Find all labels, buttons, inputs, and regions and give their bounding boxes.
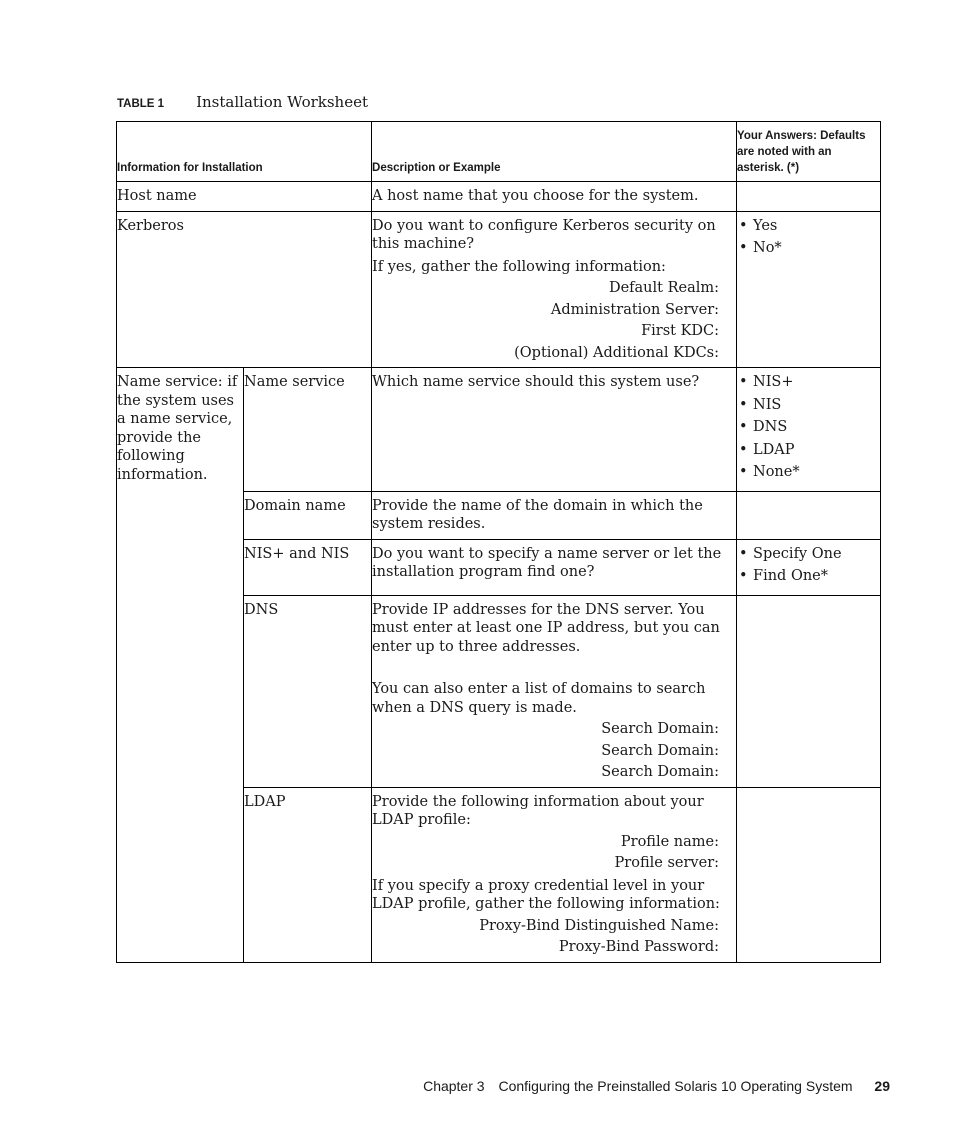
kerberos-field-default-realm: Default Realm:: [608, 280, 720, 296]
table-caption: [117, 92, 368, 111]
host-name-label: Host name: [117, 182, 372, 212]
answer-option: • Yes: [739, 217, 778, 234]
kerberos-question: Do you want to configure Kerberos security on this machine?: [372, 217, 716, 252]
domain-name-answer: [737, 491, 881, 539]
ldap-field-profile-server: Profile server:: [614, 855, 720, 871]
dns-description-ip: Provide IP addresses for the DNS server. You must enter at least one IP address, but you can enter up to three addresses.: [372, 601, 720, 655]
footer-chapter-title: Configuring the Preinstalled Solaris 10 Operating System: [498, 1078, 853, 1094]
kerberos-if-yes: If yes, gather the following information:: [372, 258, 666, 275]
answer-option: • Find One*: [739, 568, 829, 584]
table-row-kerberos: [117, 211, 881, 368]
answer-option: • Specify One: [739, 545, 842, 562]
answer-option: • None*: [739, 464, 800, 480]
name-service-group-label: Name service: if the system uses a name service, provide the following information.: [117, 368, 244, 963]
table-number: TABLE 1: [117, 98, 165, 110]
domain-name-description: Provide the name of the domain in which the system resides.: [372, 491, 737, 539]
name-service-description: Which name service should this system use?: [372, 368, 737, 492]
kerberos-answers: [737, 211, 881, 368]
answer-option: • LDAP: [739, 441, 795, 458]
kerberos-description: [372, 211, 737, 368]
answer-option: • NIS: [739, 396, 782, 413]
ldap-answer: [737, 787, 881, 962]
domain-name-label: Domain name: [244, 491, 372, 539]
ldap-field-proxy-bind-password: Proxy-Bind Password:: [558, 939, 720, 955]
footer-chapter: Chapter 3: [423, 1078, 485, 1094]
name-service-label: Name service: [244, 368, 372, 492]
table-header-row: [117, 122, 881, 182]
table-title: Installation Worksheet: [196, 93, 369, 111]
dns-answer: [737, 595, 881, 787]
installation-worksheet-table: [116, 121, 881, 963]
answer-option: • NIS+: [739, 374, 794, 390]
dns-field-search-domain: Search Domain:: [601, 742, 720, 759]
dns-label: DNS: [244, 595, 372, 787]
dns-description-domains: You can also enter a list of domains to search when a DNS query is made.: [372, 681, 706, 716]
page-number: 29: [874, 1078, 890, 1094]
kerberos-field-admin-server: Administration Server:: [550, 301, 720, 318]
table-row-name-service: [117, 368, 881, 492]
ldap-label: LDAP: [244, 787, 372, 962]
dns-description: [372, 595, 737, 787]
header-description: Description or Example: [372, 122, 737, 182]
table-row-host-name: [117, 182, 881, 212]
answer-option: • DNS: [739, 419, 788, 435]
dns-field-search-domain: Search Domain:: [601, 721, 720, 737]
header-answers: Your Answers: Defaults are noted with an asterisk. (*): [737, 122, 881, 182]
kerberos-field-first-kdc: First KDC:: [641, 323, 720, 339]
ldap-description-profile: Provide the following information about your LDAP profile:: [372, 793, 704, 828]
nis-answers: [737, 539, 881, 595]
dns-field-search-domain: Search Domain:: [601, 764, 720, 780]
ldap-description-proxy: If you specify a proxy credential level in your LDAP profile, gather the following information:: [372, 877, 720, 912]
answer-option: • No*: [739, 240, 782, 256]
ldap-description: [372, 787, 737, 962]
host-name-answer: [737, 182, 881, 212]
nis-label: NIS+ and NIS: [244, 539, 372, 595]
page-footer: [423, 1078, 890, 1094]
kerberos-field-additional-kdcs: (Optional) Additional KDCs:: [514, 344, 720, 361]
kerberos-label: Kerberos: [117, 211, 372, 368]
name-service-answers: [737, 368, 881, 492]
nis-description: Do you want to specify a name server or let the installation program find one?: [372, 539, 737, 595]
ldap-field-profile-name: Profile name:: [620, 833, 720, 850]
host-name-description: A host name that you choose for the system.: [372, 182, 737, 212]
header-information: Information for Installation: [117, 122, 372, 182]
ldap-field-proxy-bind-dn: Proxy-Bind Distinguished Name:: [479, 917, 720, 934]
